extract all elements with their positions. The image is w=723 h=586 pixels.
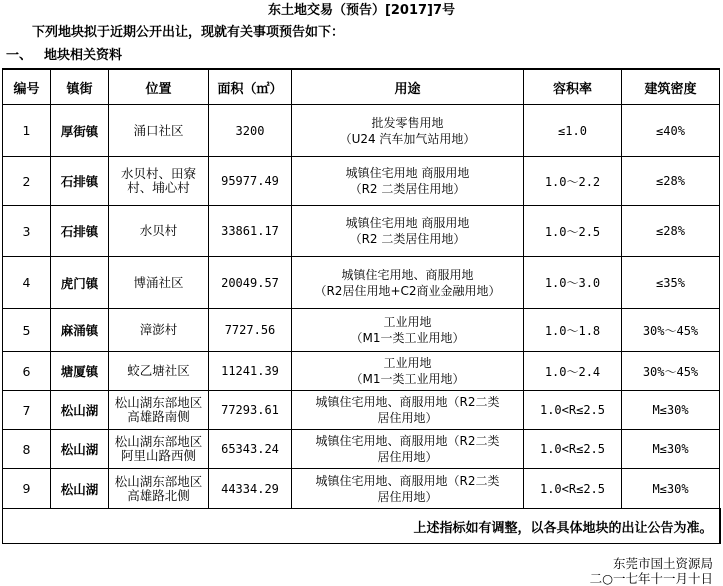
cell-area: 3200 — [209, 105, 292, 157]
cell-area: 7727.56 — [209, 309, 292, 352]
cell-far: 1.0<R≤2.5 — [524, 430, 622, 469]
cell-town: 塘厦镇 — [51, 352, 109, 391]
use-line-2: （R2 二类居住用地） — [349, 232, 466, 246]
cell-area: 95977.49 — [209, 157, 292, 206]
use-line-2: （U24 汽车加气站用地） — [339, 131, 476, 146]
cell-location: 蛟乙塘社区 — [109, 352, 209, 391]
cell-density: ≤28% — [622, 206, 720, 257]
table-header-row — [3, 69, 720, 105]
cell-id: 1 — [3, 105, 51, 157]
cell-far: 1.0<R≤2.5 — [524, 391, 622, 430]
cell-density: 30%～45% — [622, 352, 720, 391]
table-row — [3, 352, 720, 391]
cell-location: 松山湖东部地区阿里山路西侧 — [109, 430, 209, 469]
cell-area: 65343.24 — [209, 430, 292, 469]
section-label: 地块相关资料 — [44, 48, 123, 63]
cell-id: 5 — [3, 309, 51, 352]
table-row — [3, 309, 720, 352]
cell-location: 漳澎村 — [109, 309, 209, 352]
use-line-2: （R2居住用地+C2商业金融用地） — [314, 283, 501, 298]
cell-far: 1.0～3.0 — [524, 257, 622, 309]
use-line-1: 城镇住宅用地、商服用地（R2二类 — [315, 473, 500, 488]
header-density: 建筑密度 — [622, 69, 720, 105]
note-row — [3, 509, 720, 544]
table-row — [3, 391, 720, 430]
cell-location: 松山湖东部地区高雄路南侧 — [109, 391, 209, 430]
cell-town: 石排镇 — [51, 157, 109, 206]
cell-use — [292, 309, 524, 352]
use-line-2: （M1一类工业用地） — [350, 372, 465, 386]
header-use: 用途 — [292, 69, 524, 105]
cell-density: ≤28% — [622, 157, 720, 206]
cell-town: 麻涌镇 — [51, 309, 109, 352]
cell-id: 4 — [3, 257, 51, 309]
cell-location: 水贝村 — [109, 206, 209, 257]
cell-far: 1.0～2.4 — [524, 352, 622, 391]
cell-location: 松山湖东部地区高雄路北侧 — [109, 469, 209, 509]
cell-town: 松山湖 — [51, 391, 109, 430]
header-location: 位置 — [109, 69, 209, 105]
use-line-1: 城镇住宅用地、商服用地（R2二类 — [315, 434, 500, 448]
cell-density: ≤35% — [622, 257, 720, 309]
cell-town: 松山湖 — [51, 430, 109, 469]
table-row — [3, 206, 720, 257]
section-number: 一、 — [6, 48, 33, 63]
cell-use — [292, 391, 524, 430]
cell-far: 1.0～2.5 — [524, 206, 622, 257]
use-line-1: 工业用地 — [383, 356, 432, 370]
cell-id: 9 — [3, 469, 51, 509]
document-title: 东土地交易（预告）[2017]7号 — [267, 3, 456, 18]
cell-area: 11241.39 — [209, 352, 292, 391]
use-line-1: 城镇住宅用地、商服用地 — [341, 267, 474, 282]
cell-id: 7 — [3, 391, 51, 430]
header-town: 镇街 — [51, 69, 109, 105]
header-id: 编号 — [3, 69, 51, 105]
use-line-2: （R2 二类居住用地） — [349, 182, 466, 196]
cell-use — [292, 206, 524, 257]
cell-id: 2 — [3, 157, 51, 206]
cell-use — [292, 257, 524, 309]
table-row — [3, 105, 720, 157]
cell-id: 6 — [3, 352, 51, 391]
cell-town: 石排镇 — [51, 206, 109, 257]
cell-town: 松山湖 — [51, 469, 109, 509]
cell-area: 77293.61 — [209, 391, 292, 430]
cell-far: ≤1.0 — [524, 105, 622, 157]
use-line-1: 城镇住宅用地、商服用地（R2二类 — [315, 395, 500, 409]
cell-area: 44334.29 — [209, 469, 292, 509]
use-line-1: 工业用地 — [383, 315, 432, 329]
header-area: 面积（㎡） — [209, 69, 292, 105]
section-heading — [6, 46, 134, 66]
cell-far: 1.0～2.2 — [524, 157, 622, 206]
use-line-2: 居住用地） — [377, 411, 438, 425]
cell-use — [292, 430, 524, 469]
cell-use — [292, 469, 524, 509]
cell-area: 20049.57 — [209, 257, 292, 309]
cell-town: 虎门镇 — [51, 257, 109, 309]
cell-density: ≤40% — [622, 105, 720, 157]
adjustment-note: 上述指标如有调整，以各具体地块的出让公告为准。 — [3, 509, 720, 544]
use-line-2: 居住用地） — [377, 489, 438, 504]
issuer: 东莞市国土资源局 — [612, 556, 713, 571]
use-line-2: 居住用地） — [377, 450, 438, 464]
cell-id: 8 — [3, 430, 51, 469]
use-line-1: 城镇住宅用地 商服用地 — [345, 216, 470, 230]
cell-density: M≤30% — [622, 391, 720, 430]
cell-density: M≤30% — [622, 469, 720, 509]
use-line-1: 城镇住宅用地 商服用地 — [345, 166, 470, 180]
cell-use — [292, 352, 524, 391]
cell-area: 33861.17 — [209, 206, 292, 257]
cell-far: 1.0<R≤2.5 — [524, 469, 622, 509]
cell-town: 厚街镇 — [51, 105, 109, 157]
cell-location: 博涌社区 — [109, 257, 209, 309]
use-line-1: 批发零售用地 — [371, 115, 444, 130]
cell-density: M≤30% — [622, 430, 720, 469]
cell-location: 水贝村、田寮村、埔心村 — [109, 157, 209, 206]
cell-density: 30%～45% — [622, 309, 720, 352]
issue-date: 二○一七年十一月十日 — [589, 571, 713, 586]
table-row — [3, 469, 720, 509]
use-line-2: （M1一类工业用地） — [350, 331, 465, 345]
cell-id: 3 — [3, 206, 51, 257]
cell-far: 1.0～1.8 — [524, 309, 622, 352]
cell-use — [292, 157, 524, 206]
cell-location: 涌口社区 — [109, 105, 209, 157]
table-row — [3, 157, 720, 206]
cell-use — [292, 105, 524, 157]
header-far: 容积率 — [524, 69, 622, 105]
table-row — [3, 257, 720, 309]
intro-text: 下列地块拟于近期公开出让，现就有关事项预告如下： — [32, 25, 345, 40]
table-row — [3, 430, 720, 469]
land-parcel-table — [2, 68, 721, 544]
